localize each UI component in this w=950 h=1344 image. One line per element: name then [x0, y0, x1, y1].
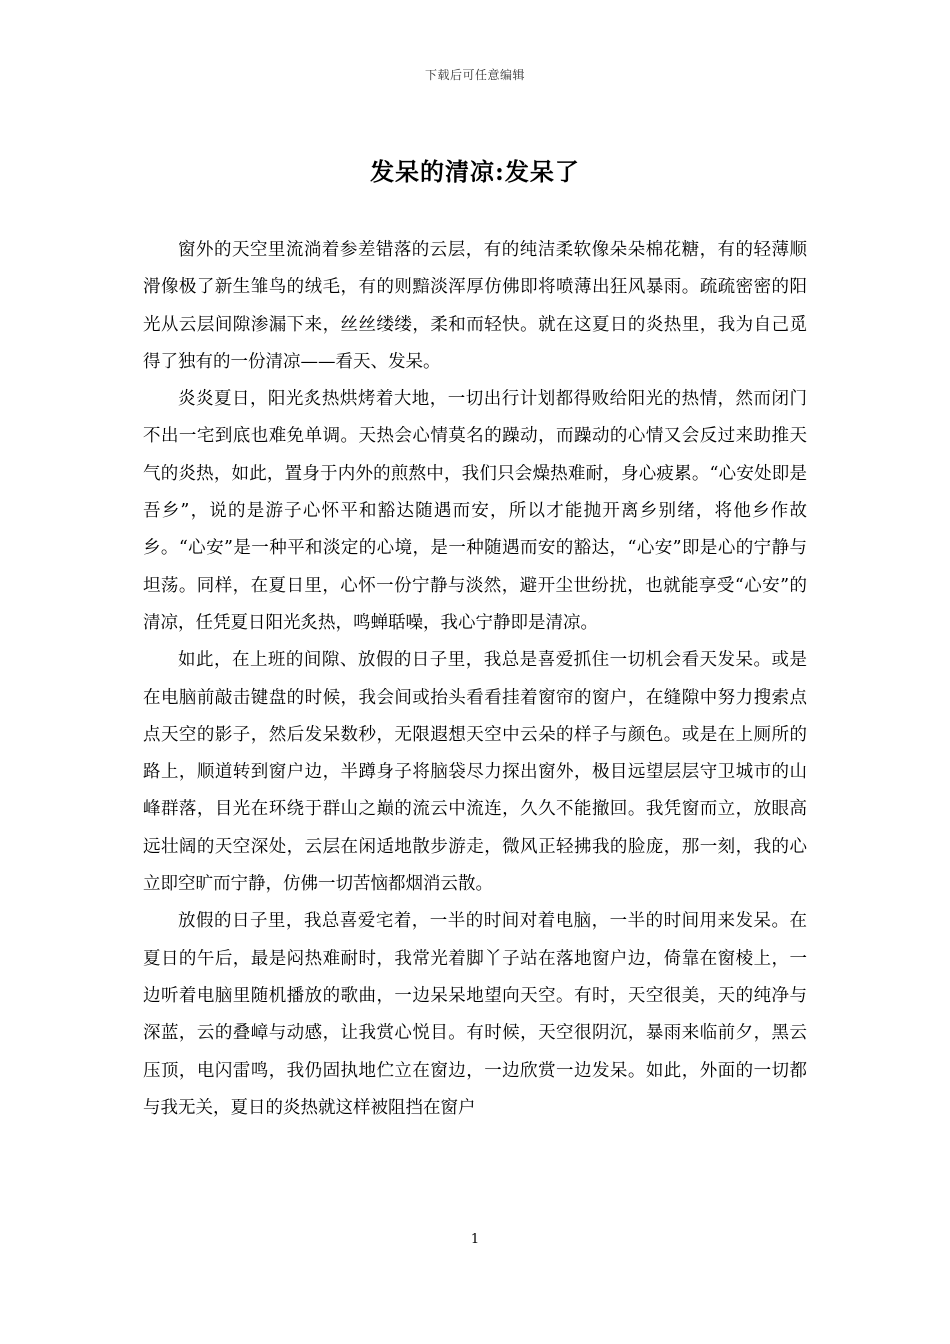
page-number: 1: [470, 1232, 480, 1247]
document-title: 发呆的清凉:发呆了: [370, 157, 580, 186]
header-note: 下载后可任意编辑: [424, 68, 525, 82]
paragraph: 窗外的天空里流淌着参差错落的云层，有的纯洁柔软像朵朵棉花糖，有的轻薄顺滑像极了新生雏鸟的绒毛，有的则黯淡浑厚仿佛即将喷薄出狂风暴雨。疏疏密密的阳光从云层间隙渗漏下来，丝丝缕缕，柔和而轻快。就在这夏日的炎热里，我为自己觅得了独有的一份清凉——看天、发呆。: [143, 240, 807, 372]
paragraph: 炎炎夏日，阳光炙热烘烤着大地，一切出行计划都得败给阳光的热情，然而闭门不出一宅到底也难免单调。天热会心情莫名的躁动，而躁动的心情又会反过来助推天气的炎热，如此，置身于内外的煎熬中，我们只会燥热难耐，身心疲累。“心安处即是吾乡”，说的是游子心怀平和豁达随遇而安，所以才能抛开离乡别绪，将他乡作故乡。“心安”是一种平和淡定的心境，是一种随遇而安的豁达，“心安”即是心的宁静与坦荡。同样，在夏日里，心怀一份宁静与淡然，避开尘世纷扰，也就能享受“心安”的清凉，任凭夏日阳光炙热，鸣蝉聒噪，我心宁静即是清凉。: [143, 389, 807, 633]
paragraph: 如此，在上班的间隙、放假的日子里，我总是喜爱抓住一切机会看天发呆。或是在电脑前敲击键盘的时候，我会间或抬头看看挂着窗帘的窗户，在缝隙中努力搜索点点天空的影子，然后发呆数秒，无限遐想天空中云朵的样子与颜色。或是在上厕所的路上，顺道转到窗户边，半蹲身子将脑袋尽力探出窗外，极目远望层层守卫城市的山峰群落，目光在环绕于群山之巅的流云中流连，久久不能撤回。我凭窗而立，放眼高远壮阔的天空深处，云层在闲适地散步游走，微风正轻拂我的脸庞，那一刻，我的心立即空旷而宁静，仿佛一切苦恼都烟消云散。: [143, 650, 807, 895]
body-text: [143, 232, 807, 1127]
paragraph: 放假的日子里，我总喜爱宅着，一半的时间对着电脑，一半的时间用来发呆。在夏日的午后，最是闷热难耐时，我常光着脚丫子站在落地窗户边，倚靠在窗棱上，一边听着电脑里随机播放的歌曲，一边呆呆地望向天空。有时，天空很美，天的纯净与深蓝，云的叠嶂与动感，让我赏心悦目。有时候，天空很阴沉，暴雨来临前夕，黑云压顶，电闪雷鸣，我仍固执地伫立在窗边，一边欣赏一边发呆。如此，外面的一切都与我无关，夏日的炎热就这样被阻挡在窗户: [143, 911, 807, 1118]
